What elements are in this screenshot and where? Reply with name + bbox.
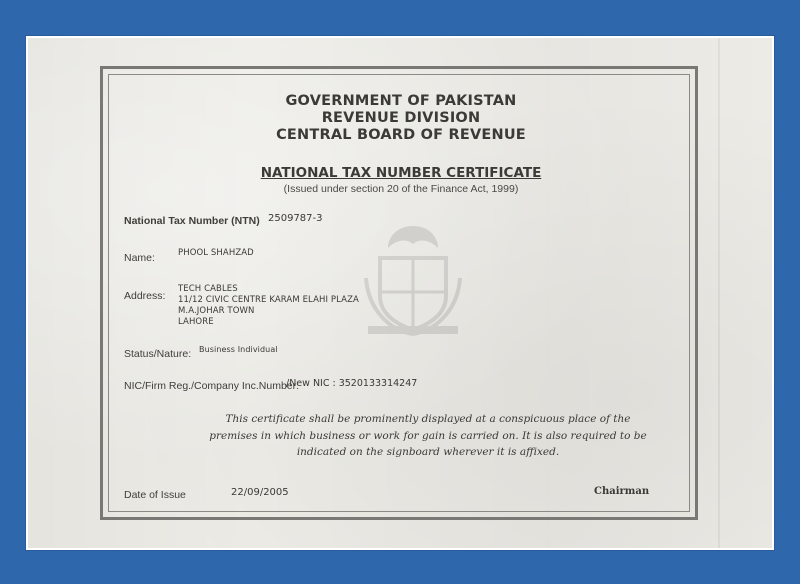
address-label: Address: <box>124 290 166 302</box>
name-value: PHOOL SHAHZAD <box>178 248 254 258</box>
address-line: TECH CABLES <box>178 284 238 294</box>
certificate-title: NATIONAL TAX NUMBER CERTIFICATE <box>260 165 542 181</box>
document-frame <box>26 36 774 550</box>
date-of-issue-label: Date of Issue <box>124 489 186 501</box>
address-line: 11/12 CIVIC CENTRE KARAM ELAHI PLAZA <box>178 295 359 305</box>
ntn-value: 2509787-3 <box>268 213 323 224</box>
state-emblem-watermark <box>358 218 468 338</box>
header-government: GOVERNMENT OF PAKISTAN <box>285 93 517 109</box>
name-label: Name: <box>124 252 155 264</box>
ntn-label: National Tax Number (NTN) <box>124 215 260 227</box>
nic-label: NIC/Firm Reg./Company Inc.Number: <box>124 380 300 392</box>
status-label: Status/Nature: <box>124 348 192 360</box>
signer-title: Chairman <box>594 486 650 497</box>
certificate-paper <box>28 38 772 548</box>
address-line: M.A.JOHAR TOWN <box>178 306 255 316</box>
date-of-issue-value: 22/09/2005 <box>231 487 289 498</box>
address-line: LAHORE <box>178 317 214 327</box>
paper-fold <box>718 38 720 548</box>
header-board: CENTRAL BOARD OF REVENUE <box>276 127 526 143</box>
display-notice: This certificate shall be prominently displayed at a conspicuous place of the premises in which business or work for gain is carried on. It is also required to be indicated on the signboard wherever it is affixed. <box>209 413 647 458</box>
status-value: Business Individual <box>199 345 278 354</box>
header-division: REVENUE DIVISION <box>321 110 481 126</box>
certificate-subtitle: (Issued under section 20 of the Finance Act, 1999) <box>283 183 519 195</box>
nic-value: /New NIC : 3520133314247 <box>286 378 418 389</box>
